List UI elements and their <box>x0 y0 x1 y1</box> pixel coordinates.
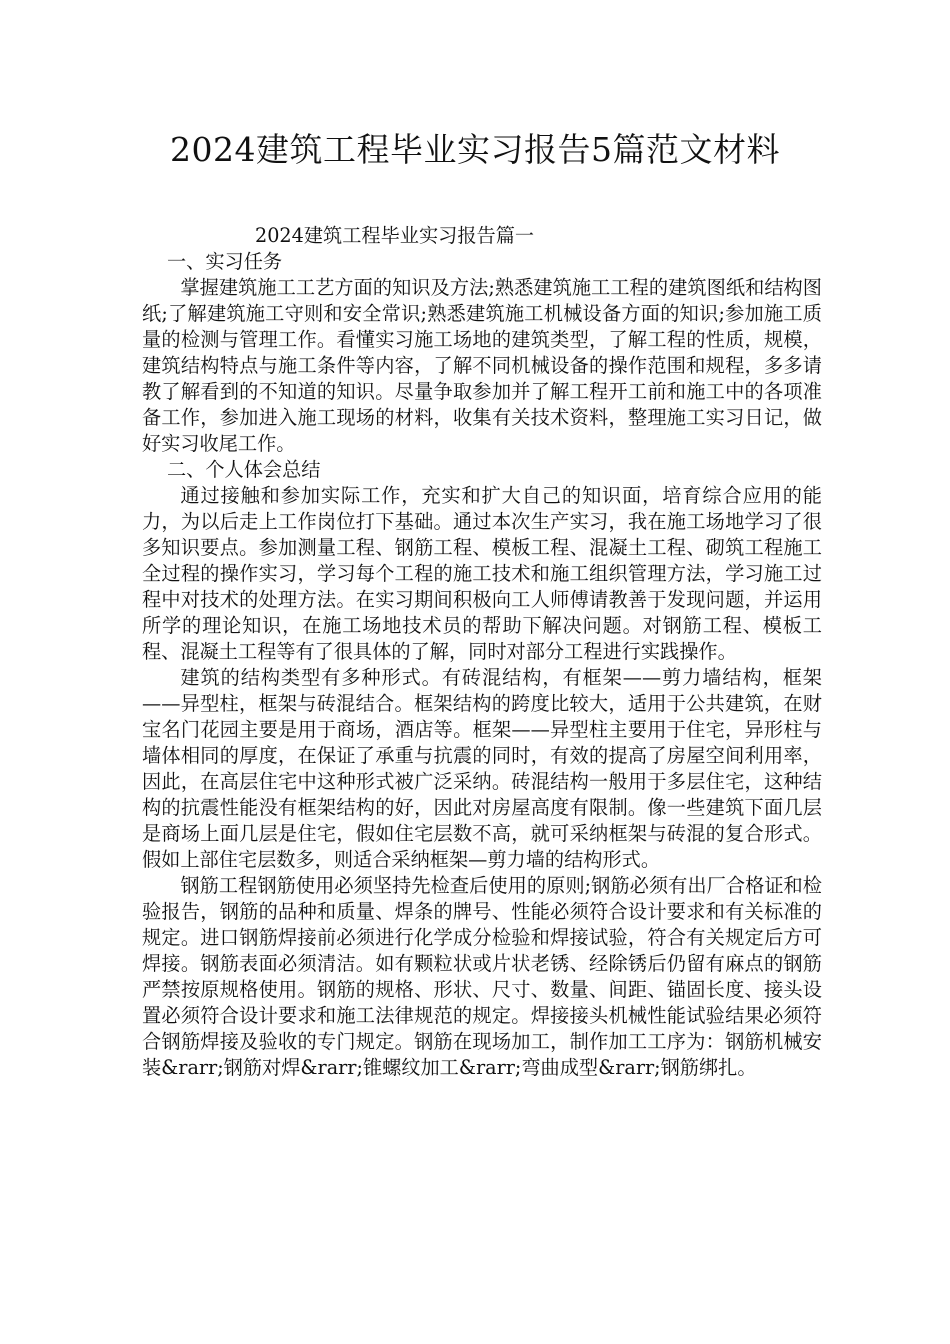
section-personal-summary <box>142 457 822 1081</box>
section-heading: 二、个人体会总结 <box>167 458 321 481</box>
section-internship-tasks <box>142 249 822 457</box>
section-heading: 一、实习任务 <box>167 250 283 273</box>
body-paragraph: 钢筋工程钢筋使用必须坚持先检查后使用的原则;钢筋必须有出厂合格证和检验报告，钢筋的品种和质量、焊条的牌号、性能必须符合设计要求和有关标准的规定。进口钢筋焊接前必须进行化学成分检验和焊接试验，符合有关规定后方可焊接。钢筋表面必须清洁。如有颗粒状或片状老锈、经除锈后仍留有麻点的钢筋严禁按原规格使用。钢筋的规格、形状、尺寸、数量、间距、锚固长度、接头设置必须符合设计要求和施工法律规范的规定。焊接接头机械性能试验结果必须符合钢筋焊接及验收的专门规定。钢筋在现场加工，制作加工工序为：钢筋机械安装&rarr;钢筋对焊&rarr;锥螺纹加工&rarr;弯曲成型&rarr;钢筋绑扎。 <box>142 874 822 1079</box>
report-subtitle: 2024建筑工程毕业实习报告篇一 <box>255 224 535 247</box>
document-title: 2024建筑工程毕业实习报告5篇范文材料 <box>170 130 780 169</box>
body-paragraph: 建筑的结构类型有多种形式。有砖混结构，有框架——剪力墙结构，框架——异型柱，框架与砖混结合。框架结构的跨度比较大，适用于公共建筑，在财宝名门花园主要是用于商场，酒店等。框架——异型柱主要用于住宅，异形柱与墙体相同的厚度，在保证了承重与抗震的同时，有效的提高了房屋空间利用率，因此，在高层住宅中这种形式被广泛采纳。砖混结构一般用于多层住宅，这种结构的抗震性能没有框架结构的好，因此对房屋高度有限制。像一些建筑下面几层是商场上面几层是住宅，假如住宅层数不高，就可采纳框架与砖混的复合形式。假如上部住宅层数多，则适合采纳框架—剪力墙的结构形式。 <box>142 666 822 871</box>
body-paragraph: 掌握建筑施工工艺方面的知识及方法;熟悉建筑施工工程的建筑图纸和结构图纸;了解建筑施工守则和安全常识;熟悉建筑施工机械设备方面的知识;参加施工质量的检测与管理工作。看懂实习施工场地的建筑类型，了解工程的性质，规模，建筑结构特点与施工条件等内容，了解不同机械设备的操作范围和规程，多多请教了解看到的不知道的知识。尽量争取参加并了解工程开工前和施工中的各项准备工作，参加进入施工现场的材料，收集有关技术资料，整理施工实习日记，做好实习收尾工作。 <box>142 276 822 455</box>
body-paragraph: 通过接触和参加实际工作，充实和扩大自己的知识面，培育综合应用的能力，为以后走上工作岗位打下基础。通过本次生产实习，我在施工场地学习了很多知识要点。参加测量工程、钢筋工程、模板工程、混凝土工程、砌筑工程施工全过程的操作实习，学习每个工程的施工技术和施工组织管理方法，学习施工过程中对技术的处理方法。在实习期间积极向工人师傅请教善于发现问题，并运用所学的理论知识，在施工场地技术员的帮助下解决问题。对钢筋工程、模板工程、混凝土工程等有了很具体的了解，同时对部分工程进行实践操作。 <box>142 484 822 663</box>
document-body <box>142 223 822 1081</box>
